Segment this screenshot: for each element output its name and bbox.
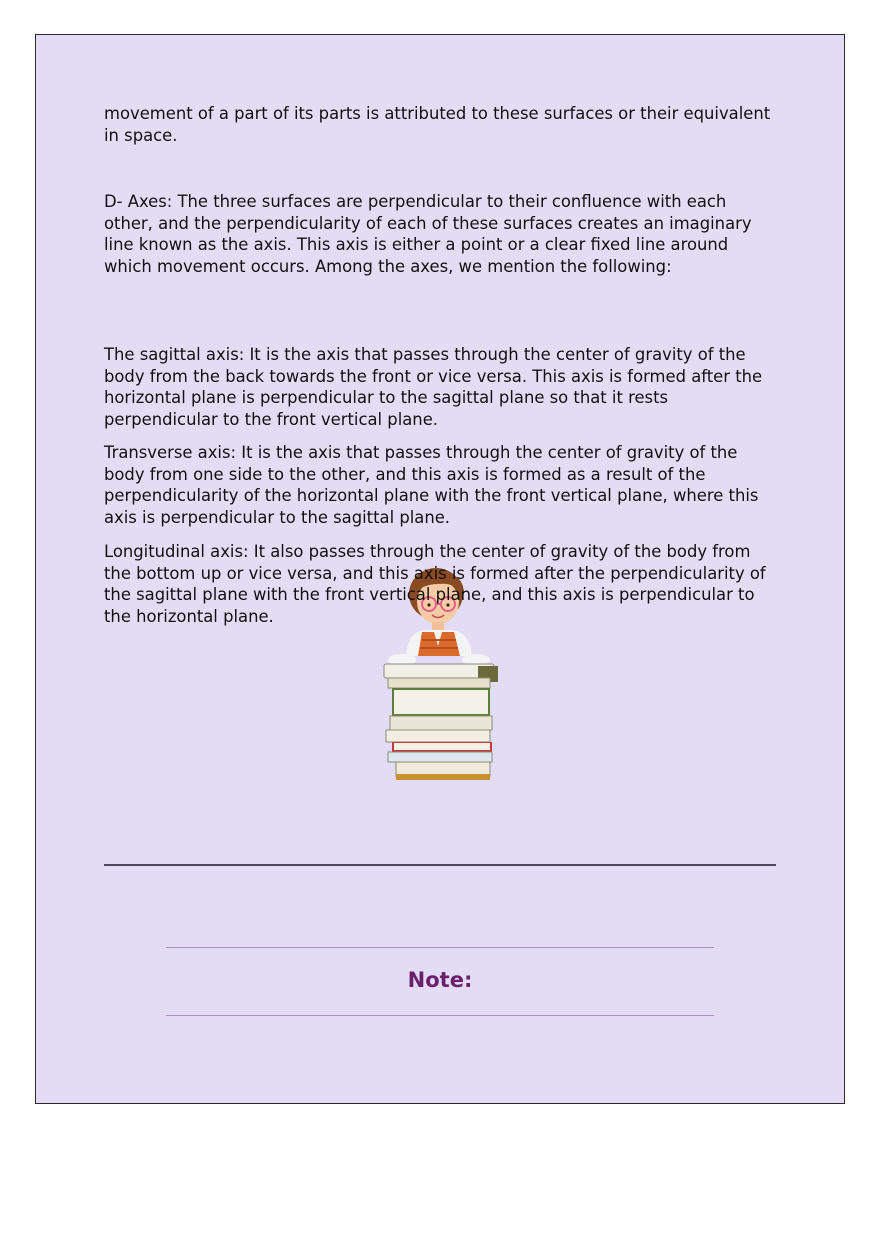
axes-paragraph: D- Axes: The three surfaces are perpendicular to their confluence with each other, and the perpendicularity of each of these surfaces creates an imaginary line known as the axis. This axis is either a point or a clear fixed line around which movement occurs. Among the axes, we mention the following: xyxy=(104,192,752,277)
note-label: Note: xyxy=(407,968,473,992)
note-bottom-rule xyxy=(166,1015,714,1016)
note-top-rule xyxy=(166,947,714,948)
longitudinal-axis-paragraph: Longitudinal axis: It also passes through the center of gravity of the body from the bottom up or vice versa, and this axis is formed after the perpendicularity of the sagittal plane with the front vertical plane, and this axis is perpendicular to the horizontal plane. xyxy=(104,542,766,627)
transverse-axis-paragraph: Transverse axis: It is the axis that passes through the center of gravity of the body from one side to the other, and this axis is formed as a result of the perpendicularity of the horizontal plane with the front vertical plane, where this axis is perpendicular to the sagittal plane. xyxy=(104,443,759,528)
sagittal-axis-paragraph: The sagittal axis: It is the axis that passes through the center of gravity of the body from the back towards the front or vice versa. This axis is formed after the horizontal plane is perpendicular to the sagittal plane so that it rests perpendicular to the front vertical plane. xyxy=(104,345,763,430)
intro-paragraph: movement of a part of its parts is attributed to these surfaces or their equivalent in space. xyxy=(104,104,771,145)
section-divider xyxy=(104,864,776,866)
